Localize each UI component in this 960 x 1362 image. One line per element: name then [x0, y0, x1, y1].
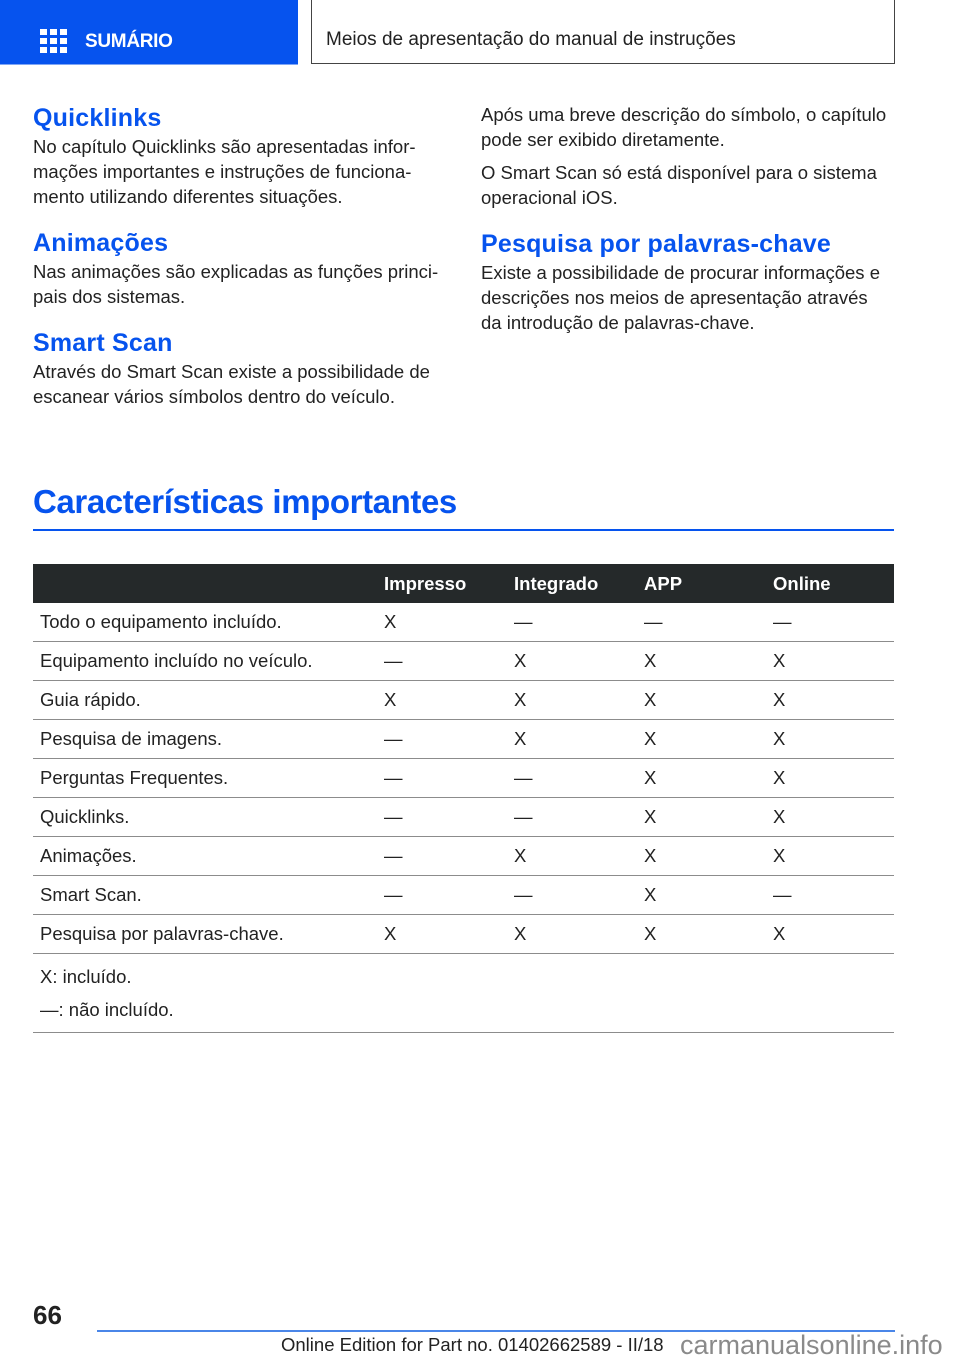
- cell-online: —: [766, 603, 894, 642]
- cell-app: X: [637, 876, 766, 915]
- column-header-impresso: Impresso: [377, 564, 507, 603]
- cell-integrado: —: [507, 798, 637, 837]
- cell-online: X: [766, 681, 894, 720]
- section-heading-animacoes: Animações: [33, 229, 169, 257]
- cell-app: X: [637, 798, 766, 837]
- section-text-keyword-search: Existe a possibilidade de procurar informações e descrições nos meios de apresentação através da introdução de palavras-chave.: [481, 262, 880, 333]
- feature-label: Guia rápido.: [33, 681, 377, 720]
- table-row: [33, 720, 894, 759]
- cell-app: —: [637, 603, 766, 642]
- paragraph-symbol-description: Após uma breve descrição do símbolo, o capítulo pode ser exibido diretamente.: [481, 104, 887, 150]
- section-text-smart-scan: Através do Smart Scan existe a possibilidade de escanear vários símbolos dentro do veículo.: [33, 361, 430, 407]
- features-title: Características importantes: [33, 483, 457, 520]
- cell-impresso: —: [377, 837, 507, 876]
- feature-label: Pesquisa por palavras-chave.: [33, 915, 377, 954]
- watermark: carmanualsonline.info: [680, 1330, 943, 1360]
- cell-impresso: —: [377, 876, 507, 915]
- table-row: [33, 798, 894, 837]
- cell-app: X: [637, 720, 766, 759]
- left-column: [33, 102, 453, 409]
- legend-not-included: —: não incluído.: [40, 999, 174, 1020]
- page-number: 66: [33, 1300, 62, 1330]
- cell-integrado: —: [507, 603, 637, 642]
- toc-tab[interactable]: [0, 0, 298, 65]
- table-row: [33, 603, 894, 642]
- cell-online: —: [766, 876, 894, 915]
- title-divider: [33, 529, 894, 531]
- cell-app: X: [637, 681, 766, 720]
- table-row: [33, 876, 894, 915]
- cell-impresso: X: [377, 603, 507, 642]
- cell-integrado: X: [507, 837, 637, 876]
- cell-app: X: [637, 642, 766, 681]
- cell-integrado: —: [507, 876, 637, 915]
- cell-integrado: X: [507, 915, 637, 954]
- cell-online: X: [766, 798, 894, 837]
- legend-included: X: incluído.: [40, 966, 132, 987]
- cell-online: X: [766, 720, 894, 759]
- feature-label: Smart Scan.: [33, 876, 377, 915]
- section-heading-quicklinks: Quicklinks: [33, 104, 162, 132]
- cell-impresso: —: [377, 798, 507, 837]
- column-header: [33, 564, 377, 603]
- section-text-animacoes: Nas animações são explicadas as funções princi‐pais dos sistemas.: [33, 261, 439, 307]
- cell-online: X: [766, 915, 894, 954]
- features-table: [33, 564, 894, 1033]
- column-header-online: Online: [766, 564, 894, 603]
- cell-impresso: X: [377, 681, 507, 720]
- section-heading-keyword-search: Pesquisa por palavras-chave: [481, 230, 832, 258]
- feature-label: Todo o equipamento incluído.: [33, 603, 377, 642]
- cell-online: X: [766, 837, 894, 876]
- column-header-app: APP: [637, 564, 766, 603]
- feature-label: Pesquisa de imagens.: [33, 720, 377, 759]
- table-row: [33, 759, 894, 798]
- section-heading-smart-scan: Smart Scan: [33, 329, 173, 357]
- table-header-row: [33, 564, 894, 603]
- table-legend: [33, 954, 894, 1033]
- chapter-title-box: [311, 0, 895, 64]
- cell-impresso: —: [377, 759, 507, 798]
- table-row: [33, 642, 894, 681]
- grid-icon: [40, 29, 66, 53]
- cell-online: X: [766, 759, 894, 798]
- cell-impresso: X: [377, 915, 507, 954]
- table-row: [33, 915, 894, 954]
- table-row: [33, 837, 894, 876]
- column-header-integrado: Integrado: [507, 564, 637, 603]
- cell-impresso: —: [377, 642, 507, 681]
- cell-app: X: [637, 837, 766, 876]
- cell-online: X: [766, 642, 894, 681]
- right-column: [481, 102, 901, 335]
- toc-tab-label: SUMÁRIO: [85, 31, 173, 52]
- cell-app: X: [637, 759, 766, 798]
- edition-text: Online Edition for Part no. 01402662589 - II/18: [281, 1334, 664, 1355]
- cell-app: X: [637, 915, 766, 954]
- section-text-quicklinks: No capítulo Quicklinks são apresentadas infor‐mações importantes e instruções de funciona‐mento utilizando diferentes situações.: [33, 136, 416, 207]
- cell-integrado: X: [507, 642, 637, 681]
- table-row: [33, 681, 894, 720]
- feature-label: Quicklinks.: [33, 798, 377, 837]
- cell-impresso: —: [377, 720, 507, 759]
- table-legend-row: [33, 954, 894, 1033]
- cell-integrado: X: [507, 720, 637, 759]
- paragraph-ios-availability: O Smart Scan só está disponível para o sistema operacional iOS.: [481, 162, 877, 208]
- cell-integrado: X: [507, 681, 637, 720]
- cell-integrado: —: [507, 759, 637, 798]
- chapter-title: Meios de apresentação do manual de instruções: [326, 29, 736, 50]
- feature-label: Equipamento incluído no veículo.: [33, 642, 377, 681]
- feature-label: Animações.: [33, 837, 377, 876]
- feature-label: Perguntas Frequentes.: [33, 759, 377, 798]
